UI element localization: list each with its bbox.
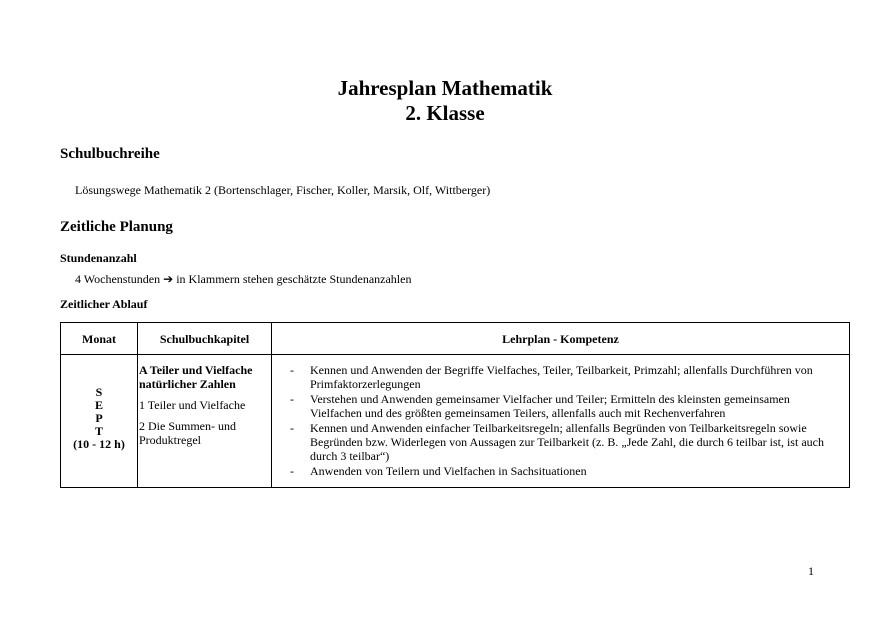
header-schulbuchkapitel: Schulbuchkapitel: [138, 323, 272, 355]
arrow-right-icon: ➔: [163, 272, 174, 286]
chapter-cell: [138, 355, 272, 488]
table-row: [61, 355, 850, 488]
table-header-row: [61, 323, 850, 355]
header-monat: Monat: [61, 323, 138, 355]
month-letter: E: [94, 398, 103, 412]
stundenanzahl-text: [75, 272, 411, 287]
schulbuchreihe-text: Lösungswege Mathematik 2 (Bortenschlager, Fischer, Koller, Marsik, Olf, Wittberger): [75, 183, 491, 197]
competency-item: - Anwenden von Teilern und Vielfachen in Sachsituationen: [290, 464, 843, 478]
document-title: [0, 76, 890, 126]
heading-schulbuchreihe: Schulbuchreihe: [60, 146, 160, 162]
heading-zeitliche-planung: Zeitliche Planung: [60, 219, 173, 235]
heading-stundenanzahl: Stundenanzahl: [60, 251, 137, 265]
chapter-item: 2 Die Summen- und Produktregel: [139, 419, 236, 447]
chapter-title: A Teiler und Vielfache natürlicher Zahlen: [139, 363, 253, 391]
competency-item: - Kennen und Anwenden der Begriffe Vielfaches, Teiler, Teilbarkeit, Primzahl; allenfalls Durchführen von Primfaktorzerlegungen: [290, 363, 843, 391]
plan-table: [60, 322, 850, 488]
page-number: 1: [808, 564, 814, 578]
title-line-2: 2. Klasse: [405, 101, 485, 125]
stunden-text-after: in Klammern stehen geschätzte Stundenanzahlen: [176, 272, 412, 286]
title-line-1: Jahresplan Mathematik: [337, 76, 553, 100]
month-letter: S: [95, 385, 103, 399]
stunden-text-before: 4 Wochenstunden: [75, 272, 161, 286]
month-hours: (10 - 12 h): [73, 437, 125, 451]
competency-item: - Kennen und Anwenden einfacher Teilbarkeitsregeln; allenfalls Begründen von Teilbarkeitsregeln sowie Begründen bzw. Widerlegen von Aussagen zur Teilbarkeit (z. B. „Jede Zahl, die durch 6 teilbar ist, ist auch durch 3 teilbar“): [290, 421, 843, 463]
heading-zeitlicher-ablauf: Zeitlicher Ablauf: [60, 297, 148, 311]
month-letter: T: [94, 424, 103, 438]
competency-list: [290, 363, 843, 478]
competency-item: - Verstehen und Anwenden gemeinsamer Vielfacher und Teiler; Ermitteln des kleinsten gemeinsamen Vielfachen und des größten gemeinsamen Teilers, allenfalls auch mit Rechenverfahren: [290, 392, 843, 420]
competency-cell: [272, 355, 850, 488]
header-kompetenz: Lehrplan - Kompetenz: [272, 323, 850, 355]
chapter-item: 1 Teiler und Vielfache: [139, 398, 246, 412]
month-cell: [61, 355, 138, 488]
month-letter: P: [95, 411, 103, 425]
